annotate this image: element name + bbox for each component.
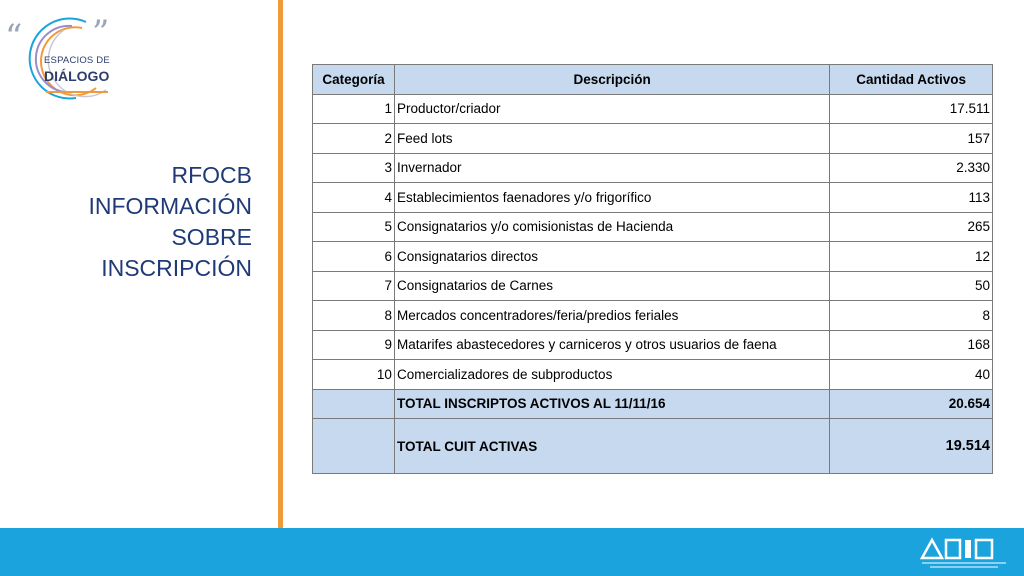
row-description: Invernador xyxy=(394,153,829,183)
row-quantity: 168 xyxy=(830,330,993,360)
row-description: Consignatarios de Carnes xyxy=(394,271,829,301)
header-categoria: Categoría xyxy=(313,65,395,95)
row-category: 3 xyxy=(313,153,395,183)
orange-divider xyxy=(278,0,283,528)
total-cuit-empty-cell xyxy=(313,419,395,474)
table-header-row xyxy=(313,65,993,95)
total-cuit-label: TOTAL CUIT ACTIVAS xyxy=(394,419,829,474)
row-quantity: 265 xyxy=(830,212,993,242)
table-row xyxy=(313,330,993,360)
total-cuit-value: 19.514 xyxy=(830,419,993,474)
title-line-2: INFORMACIÓN xyxy=(88,193,252,219)
row-description: Consignatarios y/o comisionistas de Hacienda xyxy=(394,212,829,242)
total-inscriptos-empty-cell xyxy=(313,389,395,419)
table-row xyxy=(313,183,993,213)
row-description: Feed lots xyxy=(394,124,829,154)
logo-text xyxy=(44,56,110,83)
row-quantity: 12 xyxy=(830,242,993,272)
page-title xyxy=(88,160,252,284)
table-row xyxy=(313,94,993,124)
row-quantity: 8 xyxy=(830,301,993,331)
table-row xyxy=(313,301,993,331)
header-descripcion: Descripción xyxy=(394,65,829,95)
row-description: Comercializadores de subproductos xyxy=(394,360,829,390)
row-description: Mercados concentradores/feria/predios feriales xyxy=(394,301,829,331)
row-quantity: 157 xyxy=(830,124,993,154)
row-quantity: 2.330 xyxy=(830,153,993,183)
table-row xyxy=(313,153,993,183)
row-category: 7 xyxy=(313,271,395,301)
title-line-1: RFOCB xyxy=(171,162,252,188)
total-inscriptos-value: 20.654 xyxy=(830,389,993,419)
row-quantity: 40 xyxy=(830,360,993,390)
row-quantity: 50 xyxy=(830,271,993,301)
total-cuit-row xyxy=(313,419,993,474)
row-category: 5 xyxy=(313,212,395,242)
row-category: 10 xyxy=(313,360,395,390)
total-inscriptos-label: TOTAL INSCRIPTOS ACTIVOS AL 11/11/16 xyxy=(394,389,829,419)
footer-bar xyxy=(0,528,1024,576)
quote-close-icon: ” xyxy=(92,13,110,53)
row-category: 2 xyxy=(313,124,395,154)
row-category: 8 xyxy=(313,301,395,331)
title-line-3: SOBRE xyxy=(171,224,252,250)
afip-logo xyxy=(920,536,1010,570)
row-description: Consignatarios directos xyxy=(394,242,829,272)
registration-table xyxy=(312,64,993,474)
row-description: Matarifes abastecedores y carniceros y otros usuarios de faena xyxy=(394,330,829,360)
quote-open-icon: “ xyxy=(5,17,23,57)
row-description: Productor/criador xyxy=(394,94,829,124)
table-row xyxy=(313,360,993,390)
table-row xyxy=(313,212,993,242)
row-category: 4 xyxy=(313,183,395,213)
row-description: Establecimientos faenadores y/o frigorífico xyxy=(394,183,829,213)
logo-line1: ESPACIOS DE xyxy=(44,55,110,66)
title-line-4: INSCRIPCIÓN xyxy=(101,255,252,281)
logo-line2: DIÁLOGO xyxy=(44,67,110,84)
row-quantity: 17.511 xyxy=(830,94,993,124)
row-category: 1 xyxy=(313,94,395,124)
row-category: 9 xyxy=(313,330,395,360)
total-inscriptos-row xyxy=(313,389,993,419)
table-row xyxy=(313,124,993,154)
table-row xyxy=(313,242,993,272)
row-quantity: 113 xyxy=(830,183,993,213)
header-cantidad: Cantidad Activos xyxy=(830,65,993,95)
table-row xyxy=(313,271,993,301)
row-category: 6 xyxy=(313,242,395,272)
